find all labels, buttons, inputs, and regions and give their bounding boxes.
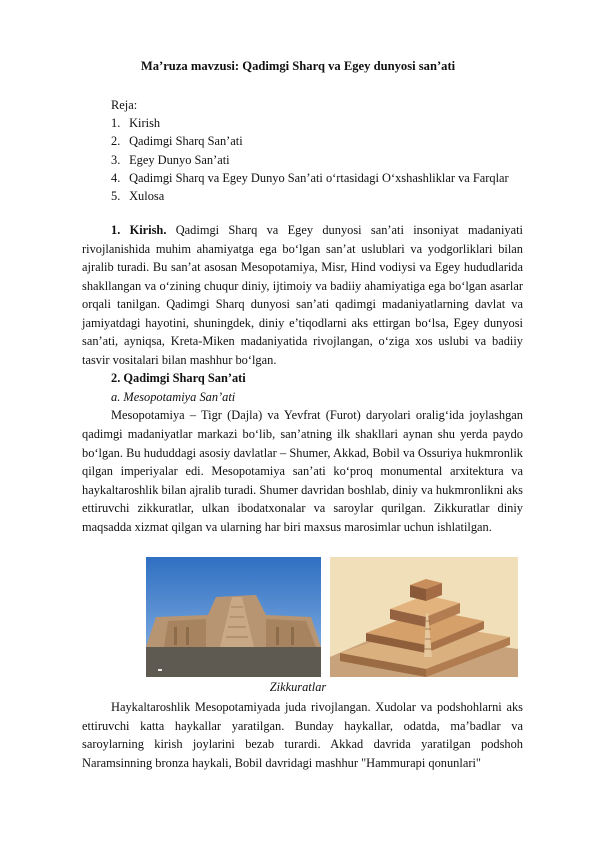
plan-item-number: 3. xyxy=(111,152,121,167)
intro-and-mesopotamia xyxy=(82,221,523,536)
sculpture-section xyxy=(82,698,523,772)
intro-text: Qadimgi Sharq va Egey dunyosi san’ati insoniyat madaniyati rivojlanishida muhim ahamiyatga ega bo‘lgan san’at uslublari va yodgorliklari bilan ajralib turadi. Bu san’at asosan Mesopotamiya, Misr, Hind vodiysi va Egey hududlarida shakllangan va o‘zining chuqur diniy, ijtimoiy va badiiy ahamiyatiga ega bo‘lgan asarlar orqali tanilgan. Qadimgi Sharq dunyosi san’ati qadimgi madaniyatlarning davlat va jamiyatdagi hayotini, shuningdek, diniy e’tiqodlarni aks ettirgan bo‘lsa, Egey dunyosi san’ati, ayniqsa, Kreta-Miken madaniyatida rivojlangan, o‘ziga xos uslubi va badiiy tasvir vositalari bilan mashhur bo‘lgan. xyxy=(82,223,524,367)
plan-item-number: 1. xyxy=(111,116,121,131)
plan-item xyxy=(111,187,509,205)
sculpture-paragraph: Haykaltaroshlik Mesopotamiyada juda rivojlangan. Xudolar va podshohlarni aks ettiruvchi katta haykallar yaratilgan. Bunday haykallar, odatda, ma’badlar va saroylarning kirish joylarini bezab turardi. Akkad davrida yaratilgan podshoh Naramsinning bronza haykali, Bobil davridagi mashhur "Hammurapi qonunlari" xyxy=(82,700,523,770)
plan-item-number: 4. xyxy=(111,170,121,185)
plan-item xyxy=(111,169,509,187)
plan-item-number: 5. xyxy=(111,189,121,204)
mesopotamia-paragraph: Mesopotamiya – Tigr (Dajla) va Yevfrat (Furot) daryolari oralig‘ida joylashgan qadimgi madaniyatlar markazi bo‘lib, san’atning ilk shakllari aynan shu yerda paydo bo‘lgan. Bu hududdagi asosiy davlatlar – Shumer, Akkad, Bobil va Ossuriya hukmronlik qilgan imperiyalar edi. Mesopotamiya san’ati ko‘proq monumental arxitektura va haykaltaroshlik bilan ajralib turadi. Shumer davridan boshlab, diniy va hukmronlikni aks ettiruvchi zikkuratlar, ulkan ibodatxonalar va saroylar qurilgan. Zikkuratlar diniy maqsadda xizmat qilgan va ularning har biri maxsus marosimlar uchun ishlatilgan. xyxy=(82,408,523,534)
plan-item xyxy=(111,151,509,169)
plan-item xyxy=(111,114,509,132)
subsection-heading: a. Mesopotamiya San’ati xyxy=(111,389,236,404)
ziggurat-illustration xyxy=(330,557,518,677)
plan-section xyxy=(111,96,509,205)
plan-item xyxy=(111,132,509,150)
plan-item-text: Qadimgi Sharq San’ati xyxy=(129,134,243,149)
ziggurat-photo xyxy=(146,557,321,677)
plan-item-text: Kirish xyxy=(129,116,161,131)
figure-caption: Zikkuratlar xyxy=(269,680,327,694)
plan-list xyxy=(111,114,509,205)
plan-item-text: Xulosa xyxy=(129,189,165,204)
plan-label: Reja: xyxy=(111,98,138,112)
section-heading: 2. Qadimgi Sharq San’ati xyxy=(111,371,246,386)
lecture-title: Ma’ruza mavzusi: Qadimgi Sharq va Egey dunyosi san’ati xyxy=(140,59,456,73)
plan-item-text: Egey Dunyo San’ati xyxy=(129,152,230,167)
plan-item-text: Qadimgi Sharq va Egey Dunyo San’ati o‘rtasidagi O‘xshashliklar va Farqlar xyxy=(129,170,509,185)
intro-paragraph xyxy=(82,221,523,369)
plan-item-number: 2. xyxy=(111,134,121,149)
intro-heading: 1. Kirish. xyxy=(111,223,167,237)
